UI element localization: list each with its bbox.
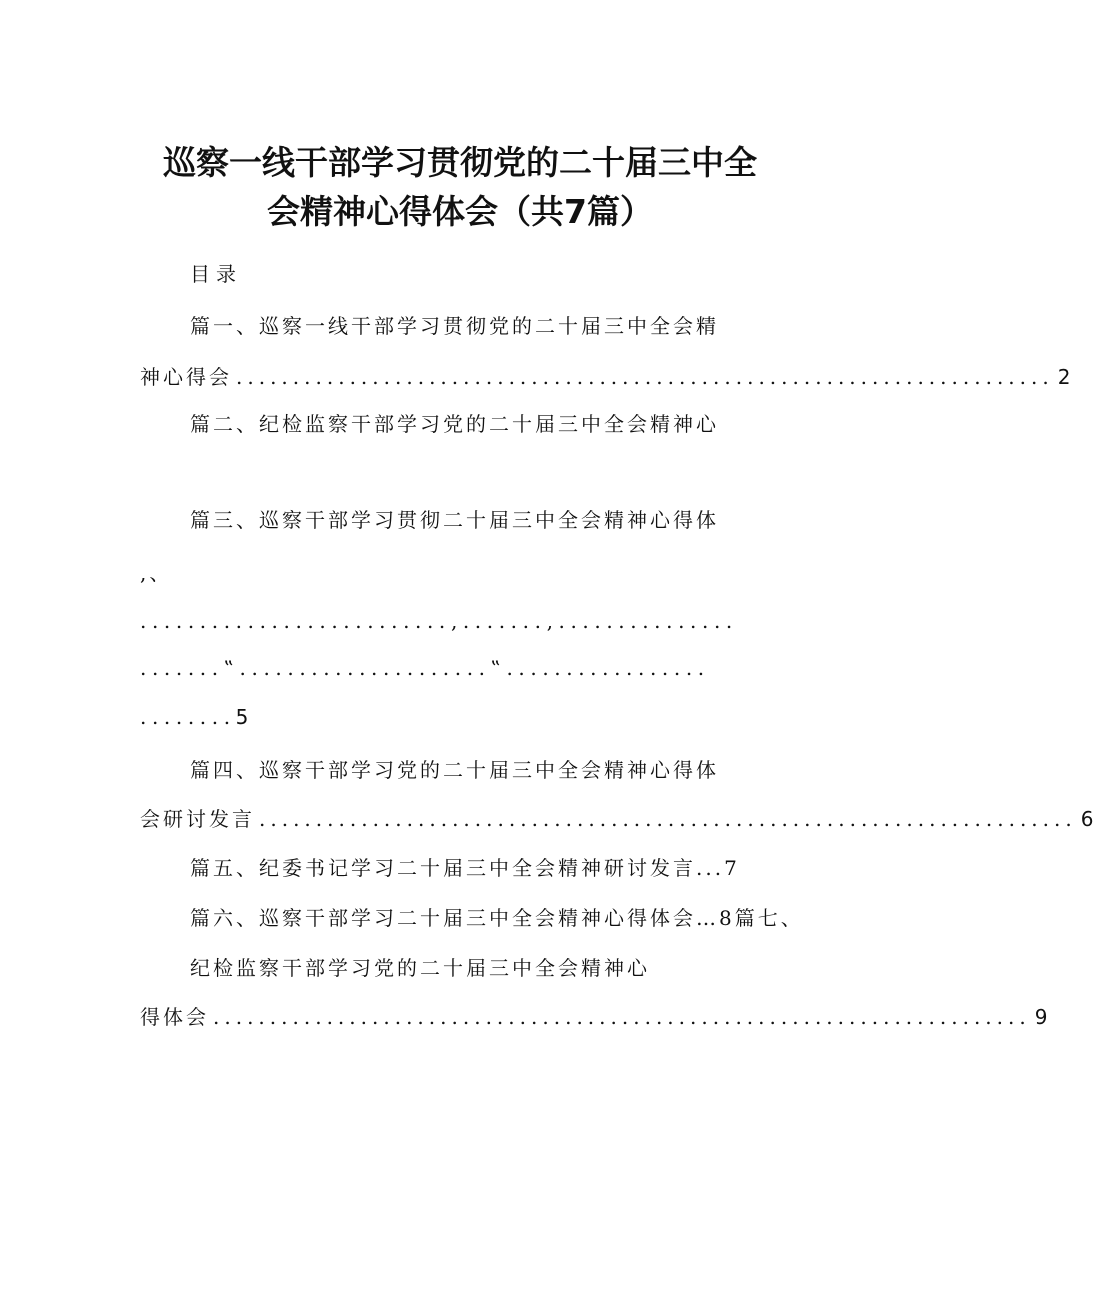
document-title-line-1: 巡察一线干部学习贯彻党的二十届三中全 xyxy=(163,143,757,182)
toc-entry-7-page: 9 xyxy=(1034,1005,1048,1029)
toc-entry-3-dots-2: .......‟.....................‟................. xyxy=(140,656,710,680)
toc-entry-3-dots-3-text: ........ xyxy=(140,705,236,729)
toc-entry-4-line-1: 篇四、巡察干部学习党的二十届三中全会精神心得体 xyxy=(190,758,719,782)
toc-entry-1-leader[interactable] xyxy=(140,362,1071,392)
toc-entry-6-line-1[interactable]: 篇六、巡察干部学习二十届三中全会精神心得体会…8篇七、 xyxy=(190,906,804,930)
dot-leader: ........................................................................ xyxy=(259,807,1077,831)
toc-entry-3-dots-1: ..........................‚.......‚............... xyxy=(140,609,738,633)
toc-entry-1-line-1: 篇一、巡察一线干部学习贯彻党的二十届三中全会精 xyxy=(190,314,719,338)
toc-entry-5-line-1[interactable]: 篇五、纪委书记学习二十届三中全会精神研讨发言...7 xyxy=(190,856,740,880)
toc-entry-7-line-2: 得体会 xyxy=(140,1005,209,1029)
toc-entry-1-page: 2 xyxy=(1057,365,1071,389)
toc-entry-2-line-1[interactable]: 篇二、纪检监察干部学习党的二十届三中全会精神心 xyxy=(190,412,719,436)
toc-entry-1-line-2: 神心得会 xyxy=(140,365,232,389)
toc-entry-3-page: 5 xyxy=(235,705,249,729)
toc-entry-7-leader[interactable] xyxy=(140,1002,1048,1032)
dot-leader: ........................................................................ xyxy=(213,1005,1031,1029)
toc-heading: 目录 xyxy=(190,262,242,286)
toc-entry-7-line-1: 纪检监察干部学习党的二十届三中全会精神心 xyxy=(190,956,650,980)
toc-entry-4-page: 6 xyxy=(1080,807,1093,831)
dot-leader: ........................................................................ xyxy=(236,365,1054,389)
toc-entry-4-leader[interactable] xyxy=(140,804,1093,834)
toc-entry-4-line-2: 会研讨发言 xyxy=(140,807,255,831)
toc-entry-3-line-1[interactable]: 篇三、巡察干部学习贯彻二十届三中全会精神心得体 xyxy=(190,508,719,532)
document-title-line-2: 会精神心得体会（共7篇） xyxy=(267,192,653,231)
toc-entry-3-dots-3 xyxy=(140,702,248,732)
toc-entry-3-line-2: ,、 xyxy=(140,561,173,585)
